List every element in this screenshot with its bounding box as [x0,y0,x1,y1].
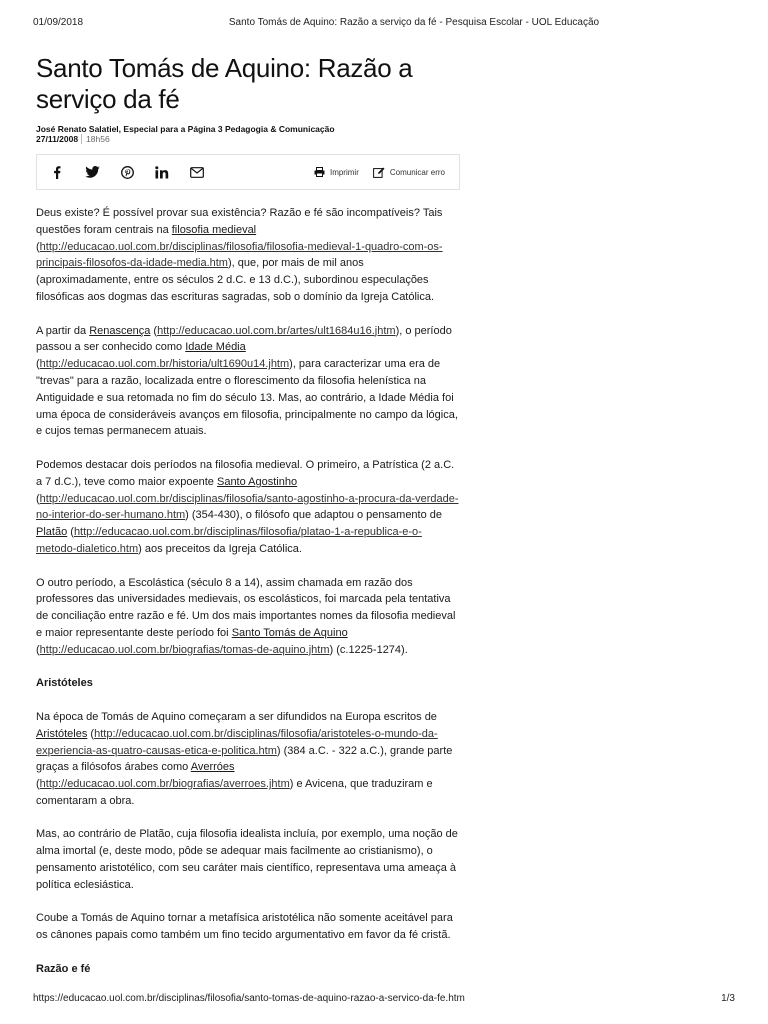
facebook-icon[interactable] [49,164,65,180]
paragraph-6: Mas, ao contrário de Platão, cuja filosofia idealista incluía, por exemplo, uma noção de alma imortal (e, deste modo, pôde se adequar mais facilmente ao cristianismo), o pensamento aristotélico, com seu caráter mais científico, representava uma ameaça à política eclesiástica. [36,828,458,891]
url-renascenca[interactable]: http://educacao.uol.com.br/artes/ult1684u16.jhtm [157,324,396,337]
print-label: Imprimir [329,167,359,177]
link-platao[interactable]: Platão [36,526,68,539]
email-icon[interactable] [189,164,205,180]
text: ) (354-430), o filósofo que adaptou o pensamento de [185,509,443,522]
text: ( [67,526,74,539]
paragraph-7: Coube a Tomás de Aquino tornar a metafísica aristotélica não somente aceitável para os cânones papais como também um fino tecido argumentativo em favor da fé cristã. [36,912,453,942]
publish-date: 27/11/2008 [36,134,79,144]
url-aristoteles[interactable]: http://educacao.uol.com.br/disciplinas/filosofia/aristoteles-o-mundo-da-experiencia-as-quatro-causas-etica-e-politica.htm [36,727,438,757]
text: Na época de Tomás de Aquino começaram a ser difundidos na Europa escritos de [36,710,437,723]
paragraph-2 [36,323,460,441]
author: José Renato Salatiel, Especial para a Página 3 Pedagogia & Comunicação [36,124,335,134]
paragraph-3 [36,457,460,558]
page-number: 1/3 [721,993,735,1004]
text: O outro período, a Escolástica (século 8 a 14), assim chamada em razão dos professores das universidades medievais, os escolásticos, foi marcada pela tentativa de conciliação entre razão e fé. Um dos mais importantes nomes da filosofia medieval e maior representante deste período foi [36,576,456,639]
text: ( [87,727,95,740]
print-url: https://educacao.uol.com.br/disciplinas/filosofia/santo-tomas-de-aquino-razao-a-servico-da-fe.htm [33,993,465,1004]
text: ), para caracterizar uma era de "trevas" para a razão, localizada entre o florescimento da filosofia helenística na Antiguidade e sua retomada no fim do século 13. Mas, ao contrário, a Idade Média foi uma época de consideráveis avanços em filosofia, principalmente no campo da lógica, e cujos temas permanecem atuais. [36,358,458,438]
link-filosofia-medieval[interactable]: filosofia medieval [171,223,257,236]
url-santo-tomas[interactable]: http://educacao.uol.com.br/biografias/tomas-de-aquino.jhtm [39,643,330,656]
link-santo-agostinho[interactable]: Santo Agostinho [216,475,298,488]
text: ), que, por mais de mil anos (aproximadamente, entre os séculos 2 d.C. e 13 d.C.), subordinou especulações filosóficas aos dogmas das escrituras sagradas, sob o domínio da Igreja Católica. [36,257,435,303]
subheading-razao-e-fe: Razão e fé [36,962,91,975]
text: ( [36,358,40,371]
link-renascenca[interactable]: Renascença [89,324,151,337]
link-idade-media[interactable]: Idade Média [185,341,246,354]
byline [36,124,460,144]
report-error-button[interactable] [373,167,445,178]
text: ( [36,492,40,505]
print-header [33,17,735,31]
text: ( [36,643,40,656]
link-santo-tomas[interactable]: Santo Tomás de Aquino [231,626,348,639]
text: Podemos destacar dois períodos na filosofia medieval. O primeiro, a Patrística (2 a.C. a 7 d.C.), teve como maior expoente [36,458,455,488]
link-averroes[interactable]: Averróes [190,761,235,774]
report-error-label: Comunicar erro [389,167,445,177]
article-title [36,53,460,115]
paragraph-4 [36,575,460,659]
edit-icon [373,167,385,178]
text: ) (c.1225-1274). [329,643,408,656]
url-averroes[interactable]: http://educacao.uol.com.br/biografias/averroes.jhtm [39,778,290,791]
article [36,53,460,994]
text: A partir da [36,324,90,337]
paragraph-1 [36,205,460,306]
url-filosofia-medieval[interactable]: http://educacao.uol.com.br/disciplinas/filosofia/filosofia-medieval-1-quadro-com-os-principais-filosofos-da-idade-media.htm [36,240,443,270]
subheading-aristoteles: Aristóteles [36,677,93,690]
publish-time: 18h56 [81,134,110,144]
paragraph-5 [36,709,460,810]
print-button[interactable] [314,167,359,177]
text: ) e Avicena, que traduziram e comentaram a obra. [36,778,433,807]
text: ( [36,778,40,791]
text: ( [36,240,40,253]
article-title-line-1: Santo Tomás de Aquino: Razão a [36,53,413,83]
pinterest-icon[interactable] [119,164,135,180]
url-idade-media[interactable]: http://educacao.uol.com.br/historia/ult1690u14.jhtm [39,358,290,371]
text: Deus existe? É possível provar sua existência? Razão e fé são incompatíveis? Tais questões foram centrais na [36,207,443,236]
printer-icon [314,167,325,177]
text: ) (384 a.C. - 322 a.C.), grande parte graças a filósofos árabes como [36,744,453,774]
print-date: 01/09/2018 [33,17,84,28]
url-platao[interactable]: http://educacao.uol.com.br/disciplinas/filosofia/platao-1-a-republica-e-o-metodo-dialetico.htm [36,526,422,555]
text: ) aos preceitos da Igreja Católica. [138,542,302,555]
article-body [36,205,460,978]
twitter-icon[interactable] [84,164,100,180]
linkedin-icon[interactable] [154,164,170,180]
text: ), o período passou a ser conhecido como [36,324,452,354]
print-footer [33,993,735,1007]
text: ( [150,324,158,337]
print-document-title: Santo Tomás de Aquino: Razão a serviço da fé - Pesquisa Escolar - UOL Educação [228,17,600,28]
url-santo-agostinho[interactable]: http://educacao.uol.com.br/disciplinas/filosofia/santo-agostinho-a-procura-da-verdade-no-interior-do-ser-humano.htm [36,492,459,522]
link-aristoteles[interactable]: Aristóteles [36,727,88,740]
share-bar [36,154,460,190]
article-title-line-2: serviço da fé [36,84,180,114]
